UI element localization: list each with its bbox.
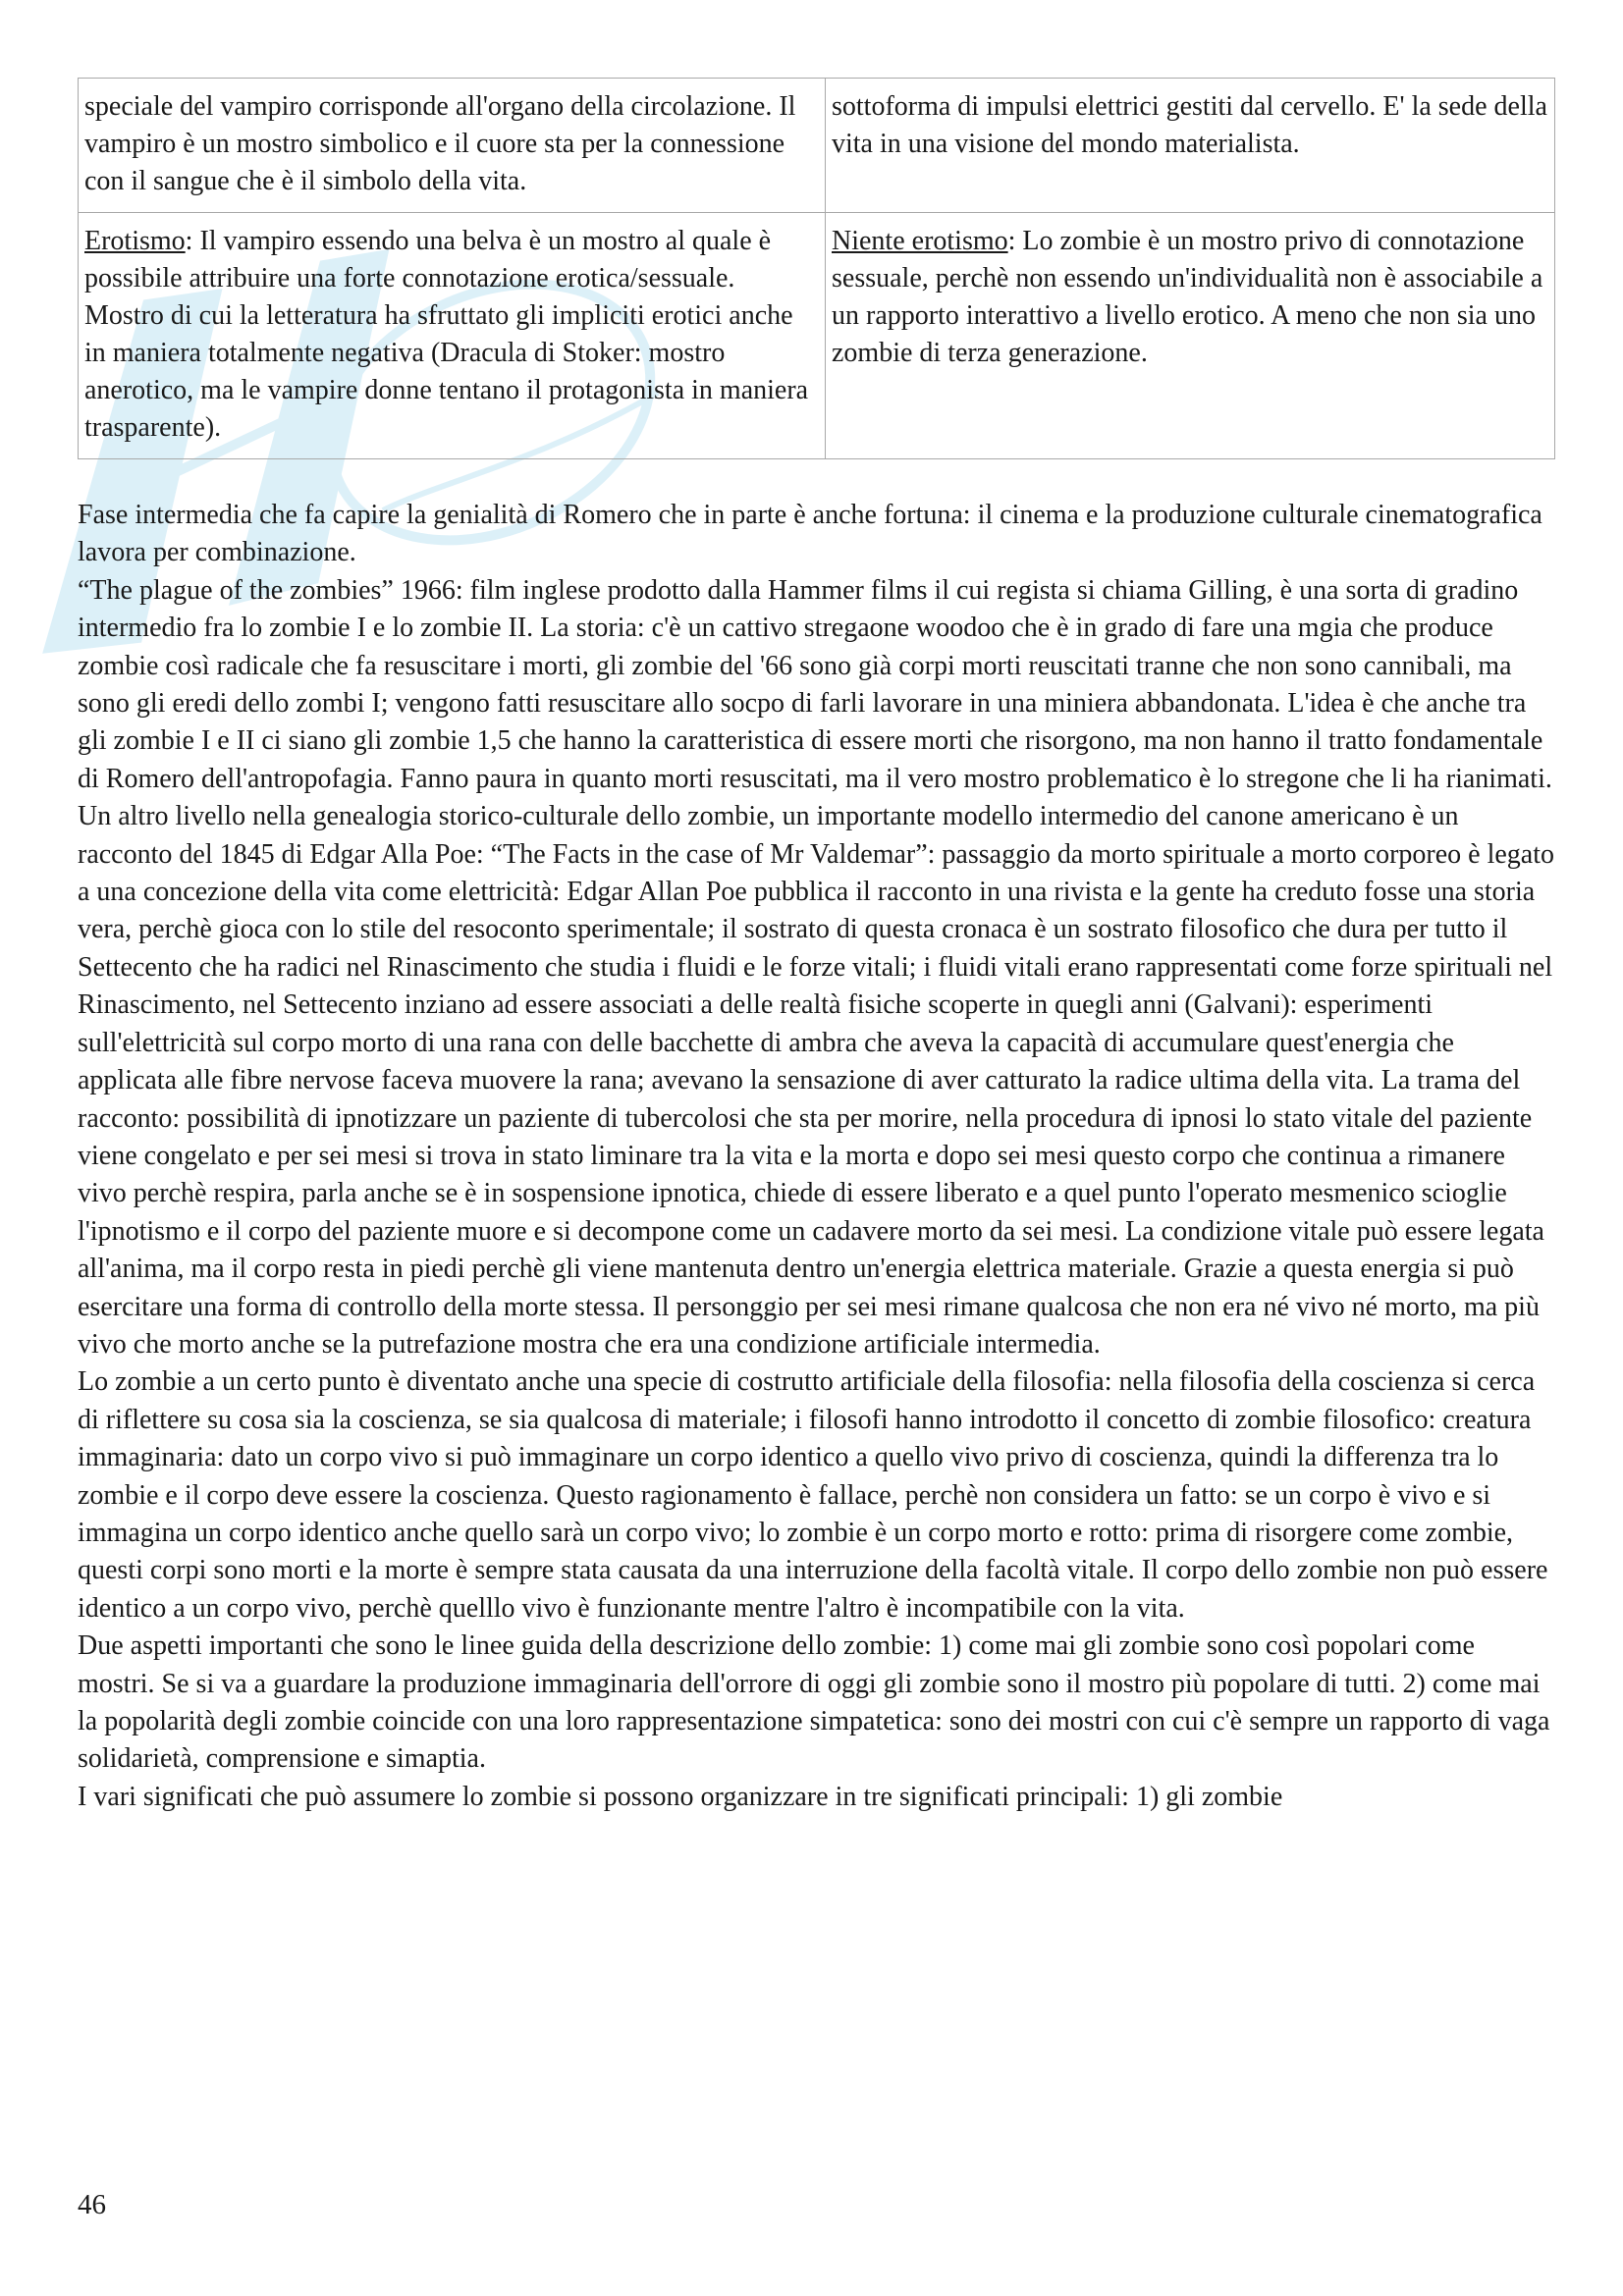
table-cell-zombie (826, 213, 1555, 459)
cell-text: speciale del vampiro corrisponde all'organo della circolazione. Il vampiro è un mostro simbolico e il cuore sta per la connessione con il sangue che è il simbolo della vita. (84, 91, 796, 196)
paragraph: Un altro livello nella genealogia storico-culturale dello zombie, un importante modello intermedio del canone americano è un racconto del 1845 di Edgar Alla Poe: “The Facts in the case of Mr Valdemar”: passaggio da morto spirituale a morto corporeo è legato a una concezione della vita come elettricità: Edgar Allan Poe pubblica il racconto in una rivista e la gente ha creduto fosse una storia vera, perchè gioca con lo stile del resoconto sperimentale; il sostrato di questa cronaca è un sostrato filosofico che dura per tutto il Settecento che ha radici nel Rinascimento che studia i fluidi e le forze vitali; i fluidi vitali erano rappresentati come forze spirituali nel Rinascimento, nel Settecento inziano ad essere associati a delle realtà fisiche scoperte in quegli anni (Galvani): esperimenti sull'elettricità sul corpo morto di una rana con delle bacchette di ambra che aveva la capacità di accumulare quest'energia che applicata alle fibre nervose faceva muovere la rana; avevano la sensazione di aver catturato la radice ultima della vita. La trama del racconto: possibilità di ipnotizzare un paziente di tubercolosi che sta per morire, nella procedura di ipnosi lo stato vitale del paziente viene congelato e per sei mesi si trova in stato liminare tra la vita e la morta e dopo sei mesi questo corpo che continua a rimanere vivo perchè respira, parla anche se è in sospensione ipnotica, chiede di essere liberato e a quel punto l'operato mesmenico scioglie l'ipnotismo e il corpo del paziente muore e si decompone come un cadavere morto da sei mesi. La condizione vitale può essere legata all'anima, ma il corpo resta in piedi perchè gli viene mantenuta dentro un'energia elettrica materiale. Grazie a questa energia si può esercitare una forma di controllo della morte stessa. Il personggio per sei mesi rimane qualcosa che non era né vivo né morto, ma più vivo che morto anche se la putrefazione mostra che era una condizione artificiale intermedia. (78, 801, 1555, 1360)
paragraph: Due aspetti importanti che sono le linee guida della descrizione dello zombie: 1) come mai gli zombie sono così popolari come mostri. Se si va a guardare la produzione immaginaria dell'orrore di oggi gli zombie sono il mostro più popolare di tutti. 2) come mai la popolarità degli zombie coincide con una loro rappresentazione simpatetica: sono dei mostri con cui c'è sempre un rapporto di vaga solidarietà, comprensione e simaptia. (78, 1630, 1550, 1775)
paragraph: Fase intermedia che fa capire la genialità di Romero che in parte è anche fortuna: il cinema e la produzione culturale cinematografica lavora per combinazione. (78, 500, 1542, 568)
body-text (78, 497, 1555, 1816)
cell-heading: Erotismo (84, 226, 186, 256)
comparison-table (78, 78, 1555, 459)
table-cell-vampire (79, 79, 826, 213)
paragraph: I vari significati che può assumere lo zombie si possono organizzare in tre significati principali: 1) gli zombie (78, 1781, 1283, 1812)
cell-text: : Il vampiro essendo una belva è un mostro al quale è possibile attribuire una forte connotazione erotica/sessuale. Mostro di cui la letteratura ha sfruttato gli impliciti erotici anche in maniera totalmente negativa (Dracula di Stoker: mostro anerotico, ma le vampire donne tentano il protagonista in maniera trasparente). (84, 226, 809, 443)
paragraph: Lo zombie a un certo punto è diventato anche una specie di costrutto artificiale della filosofia: nella filosofia della coscienza si cerca di riflettere su cosa sia la coscienza, se sia qualcosa di materiale; i filosofi hanno introdotto il concetto di zombie filosofico: creatura immaginaria: dato un corpo vivo si può immaginare un corpo identico a quello vivo privo di coscienza, quindi la differenza tra lo zombie e il corpo deve essere la coscienza. Questo ragionamento è fallace, perchè non considera un fatto: se un corpo è vivo e si immagina un corpo identico anche quello sarà un corpo vivo; lo zombie è un corpo morto e rotto: prima di risorgere come zombie, questi corpi sono morti e la morte è sempre stata causata da una interruzione della facoltà vitale. Il corpo dello zombie non può essere identico a un corpo vivo, perchè quelllo vivo è funzionante mentre l'altro è incompatibile con la vita. (78, 1366, 1548, 1624)
cell-heading: Niente erotismo (832, 226, 1008, 256)
table-cell-zombie (826, 79, 1555, 213)
page-number: 46 (78, 2189, 106, 2220)
cell-text: : Lo zombie è un mostro privo di connotazione sessuale, perchè non essendo un'individualità non è associabile a un rapporto interattivo a livello erotico. A meno che non sia uno zombie di terza generazione. (832, 226, 1543, 368)
cell-text: sottoforma di impulsi elettrici gestiti dal cervello. E' la sede della vita in una visione del mondo materialista. (832, 91, 1547, 159)
paragraph: “The plague of the zombies” 1966: film inglese prodotto dalla Hammer films il cui regista si chiama Gilling, è una sorta di gradino intermedio fra lo zombie I e lo zombie II. La storia: c'è un cattivo stregaone woodoo che è in grado di fare una mgia che produce zombie così radicale che fa resuscitare i morti, gli zombie del '66 sono già corpi morti reuscitati tranne che non sono cannibali, ma sono gli eredi dello zombi I; vengono fatti resuscitare allo socpo di farli lavorare in una miniera abbandonata. L'idea è che anche tra gli zombie I e II ci siano gli zombie 1,5 che hanno la caratteristica di essere morti che risorgono, ma non hanno il tratto fondamentale di Romero dell'antropofagia. Fanno paura in quanto morti resuscitati, ma il vero mostro problematico è lo stregone che li ha rianimati. (78, 574, 1552, 794)
document-page (78, 78, 1555, 1816)
table-row (79, 213, 1555, 459)
table-cell-vampire (79, 213, 826, 459)
table-row (79, 79, 1555, 213)
